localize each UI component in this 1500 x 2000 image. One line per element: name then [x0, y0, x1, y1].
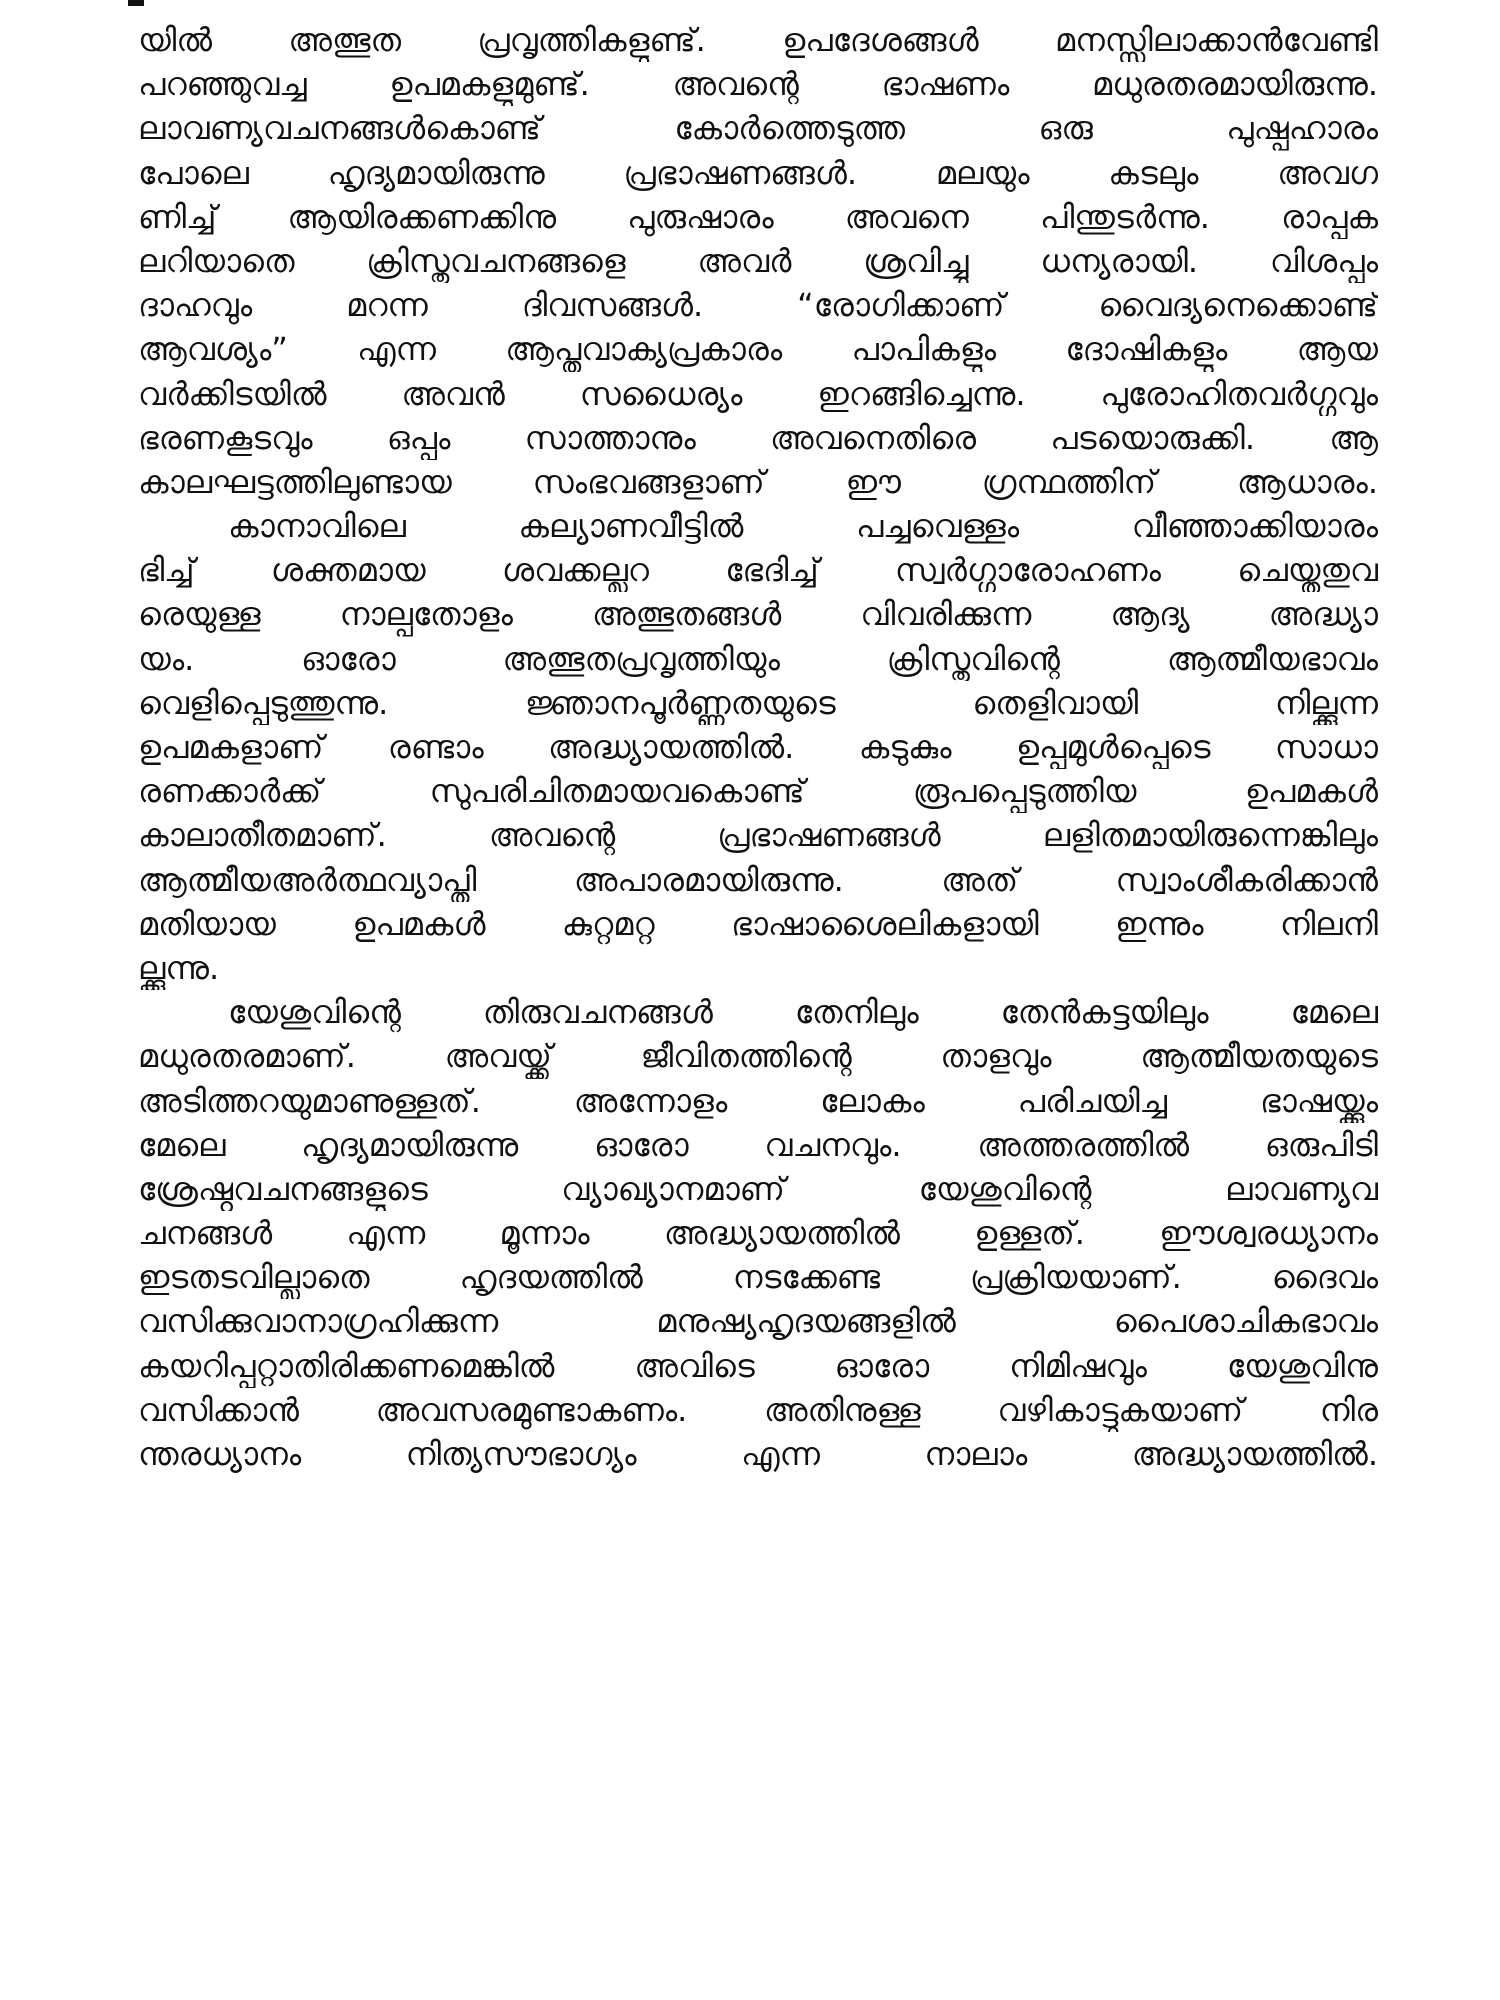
- text-line: ശ്രേഷ്ഠവചനങ്ങളുടെ വ്യാഖ്യാനമാണ് യേശുവിന്റെ ലാവണ്യവ: [138, 1169, 1378, 1208]
- text-line: ഉപമകളാണ് രണ്ടാം അദ്ധ്യായത്തിൽ. കടുകും ഉപ്പുമുൾപ്പെടെ സാധാ: [138, 728, 1378, 766]
- text-line: വസിക്കുവാനാഗ്രഹിക്കുന്ന മനുഷ്യഹൃദയങ്ങളിൽ പൈശാചികഭാവം: [138, 1302, 1378, 1341]
- text-line: ദാഹവും മറന്ന ദിവസങ്ങൾ. “രോഗിക്കാണ് വൈദ്യനെക്കൊണ്ട്: [138, 286, 1378, 325]
- text-line: യിൽ അത്ഭുത പ്രവൃത്തികളുണ്ട്. ഉപദേശങ്ങൾ മനസ്സിലാക്കാൻവേണ്ടി: [138, 21, 1378, 59]
- text-line: രെയുള്ള നാല്പതോളം അത്ഭുതങ്ങൾ വിവരിക്കുന്ന ആദ്യ അദ്ധ്യാ: [138, 595, 1378, 634]
- text-line: ചനങ്ങൾ എന്ന മൂന്നാം അദ്ധ്യായത്തിൽ ഉള്ളത്. ഈശ്വരധ്യാനം: [138, 1214, 1378, 1253]
- paragraph-1: [138, 18, 1378, 504]
- text-line: വെളിപ്പെടുത്തുന്നു. ജ്ഞാനപൂർണ്ണതയുടെ തെളിവായി നില്ക്കുന്ന: [138, 683, 1378, 722]
- text-line: ആവശ്യം” എന്ന ആപ്തവാക്യപ്രകാരം പാപികളും ദോഷികളും ആയ: [138, 330, 1378, 369]
- text-line: യേശുവിന്റെ തിരുവചനങ്ങൾ തേനിലും തേൻകട്ടയിലും മേലെ: [228, 993, 1378, 1032]
- text-line: ന്തരധ്യാനം നിത്യസൗഭാഗ്യം എന്ന നാലാം അദ്ധ്യായത്തിൽ.: [138, 1435, 1378, 1473]
- text-line: വർക്കിടയിൽ അവൻ സധൈര്യം ഇറങ്ങിച്ചെന്നു. പുരോഹിതവർഗ്ഗവും: [138, 374, 1378, 413]
- text-line: ഭിച്ച് ശക്തമായ ശവക്കല്ലറ ഭേദിച്ച് സ്വർഗ്ഗാരോഹണം ചെയ്തതുവ: [138, 551, 1378, 590]
- text-line: പോലെ ഹൃദ്യമായിരുന്നു പ്രഭാഷണങ്ങൾ. മലയും കടലും അവഗ: [138, 153, 1378, 192]
- text-line: ണിച്ച് ആയിരക്കണക്കിനു പുരുഷാരം അവനെ പിന്തുടർന്നു. രാപ്പക: [138, 197, 1378, 236]
- text-line: കാലാതീതമാണ്. അവന്റെ പ്രഭാഷണങ്ങൾ ലളിതമായിരുന്നെങ്കിലും: [138, 816, 1378, 855]
- text-line: മധുരതരമാണ്. അവയ്ക്ക് ജീവിതത്തിന്റെ താളവും ആത്മീയതയുടെ: [138, 1037, 1378, 1076]
- text-line: വസിക്കാൻ അവസരമുണ്ടാകണം. അതിനുള്ള വഴികാട്ടുകയാണ് നിര: [138, 1390, 1378, 1429]
- text-line: കയറിപ്പറ്റാതിരിക്കണമെങ്കിൽ അവിടെ ഓരോ നിമിഷവും യേശുവിനു: [138, 1346, 1378, 1385]
- text-line: ലാവണ്യവചനങ്ങൾകൊണ്ട് കോർത്തെടുത്ത ഒരു പുഷ്പഹാരം: [138, 109, 1378, 148]
- body-text: [138, 18, 1378, 1476]
- text-line: മേലെ ഹൃദ്യമായിരുന്നു ഓരോ വചനവും. അത്തരത്തിൽ ഒരുപിടി: [138, 1125, 1378, 1164]
- text-line: കാലഘട്ടത്തിലുണ്ടായ സംഭവങ്ങളാണ് ഈ ഗ്രന്ഥത്തിന് ആധാരം.: [138, 462, 1378, 501]
- text-line: കാനാവിലെ കല്യാണവീട്ടിൽ പച്ചവെള്ളം വീഞ്ഞാക്കിയാരം: [228, 507, 1378, 546]
- text-line: ഭരണകൂടവും ഒപ്പം സാത്താനും അവനെതിരെ പടയൊരുക്കി. ആ: [138, 418, 1378, 457]
- text-line: ലറിയാതെ ക്രിസ്തുവചനങ്ങളെ അവർ ശ്രവിച്ചു ധന്യരായി. വിശപ്പും: [138, 241, 1378, 280]
- page-edge-mark: [128, 0, 144, 6]
- paragraph-3: [138, 990, 1378, 1476]
- text-line: ല്ക്കുന്നു.: [138, 948, 220, 987]
- text-line: മതിയായ ഉപമകൾ കുറ്റമറ്റ ഭാഷാശൈലികളായി ഇന്നും നിലനി: [138, 904, 1378, 943]
- text-line: യം. ഓരോ അത്ഭുതപ്രവൃത്തിയും ക്രിസ്തുവിന്റെ ആത്മീയഭാവം: [138, 639, 1378, 678]
- text-line: ആത്മീയഅർത്ഥവ്യാപ്തി അപാരമായിരുന്നു. അത് സ്വാംശീകരിക്കാൻ: [138, 860, 1378, 899]
- text-line: രണക്കാർക്ക് സുപരിചിതമായവകൊണ്ട് രൂപപ്പെടുത്തിയ ഉപമകൾ: [138, 772, 1378, 811]
- text-line: അടിത്തറയുമാണുള്ളത്. അന്നോളം ലോകം പരിചയിച്ച ഭാഷയ്ക്കും: [138, 1081, 1378, 1120]
- paragraph-2: [138, 504, 1378, 990]
- text-line: പറഞ്ഞുവച്ച ഉപമകളുമുണ്ട്. അവന്റെ ഭാഷണം മധുരതരമായിരുന്നു.: [138, 65, 1378, 104]
- text-line: ഇടതടവില്ലാതെ ഹൃദയത്തിൽ നടക്കേണ്ട പ്രക്രിയയാണ്. ദൈവം: [138, 1258, 1378, 1297]
